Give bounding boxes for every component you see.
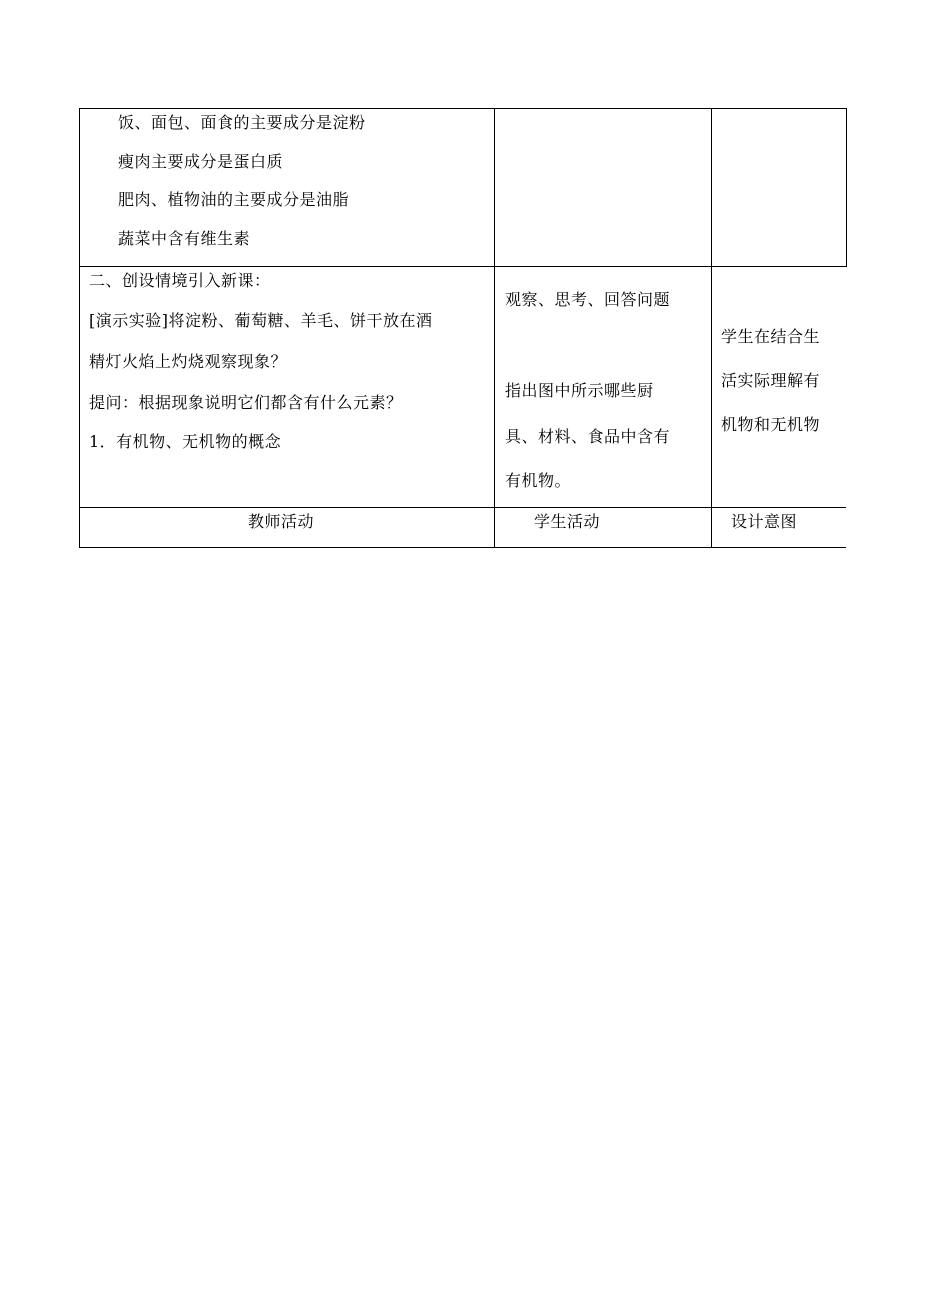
student-text-line: 具、材料、食品中含有 [505,427,671,446]
column-divider [711,108,712,548]
table-top-border [79,108,847,109]
design-intent-header: 设计意图 [731,512,798,531]
column-divider [494,108,495,548]
row-divider [79,507,846,508]
table-bottom-border [79,547,846,548]
intent-text-line: 机物和无机物 [721,415,821,434]
table-right-border [846,108,847,267]
teacher-text-line: 肥肉、植物油的主要成分是油脂 [118,190,350,209]
intent-text-line: 活实际理解有 [721,371,821,390]
intent-text-line: 学生在结合生 [721,327,821,346]
student-activity-header: 学生活动 [534,512,601,531]
table-left-border [79,108,80,548]
teacher-text-line: 提问：根据现象说明它们都含有什么元素？ [89,393,403,412]
student-text-line: 指出图中所示哪些厨 [505,381,654,400]
row-divider [79,266,847,267]
teacher-text-line: 1．有机物、无机物的概念 [89,432,282,451]
teacher-text-line: 二、创设情境引入新课： [89,271,271,290]
teacher-text-line: 蔬菜中含有维生素 [118,229,251,248]
teacher-text-line: 瘦肉主要成分是蛋白质 [118,152,284,171]
teacher-activity-header: 教师活动 [248,512,315,531]
teacher-text-line: 饭、面包、面食的主要成分是淀粉 [118,113,366,132]
teacher-text-line: [演示实验]将淀粉、葡萄糖、羊毛、饼干放在酒 [89,311,433,330]
student-text-line: 有机物。 [505,471,572,490]
teacher-text-line: 精灯火焰上灼烧观察现象？ [89,352,288,371]
student-text-line: 观察、思考、回答问题 [505,290,671,309]
